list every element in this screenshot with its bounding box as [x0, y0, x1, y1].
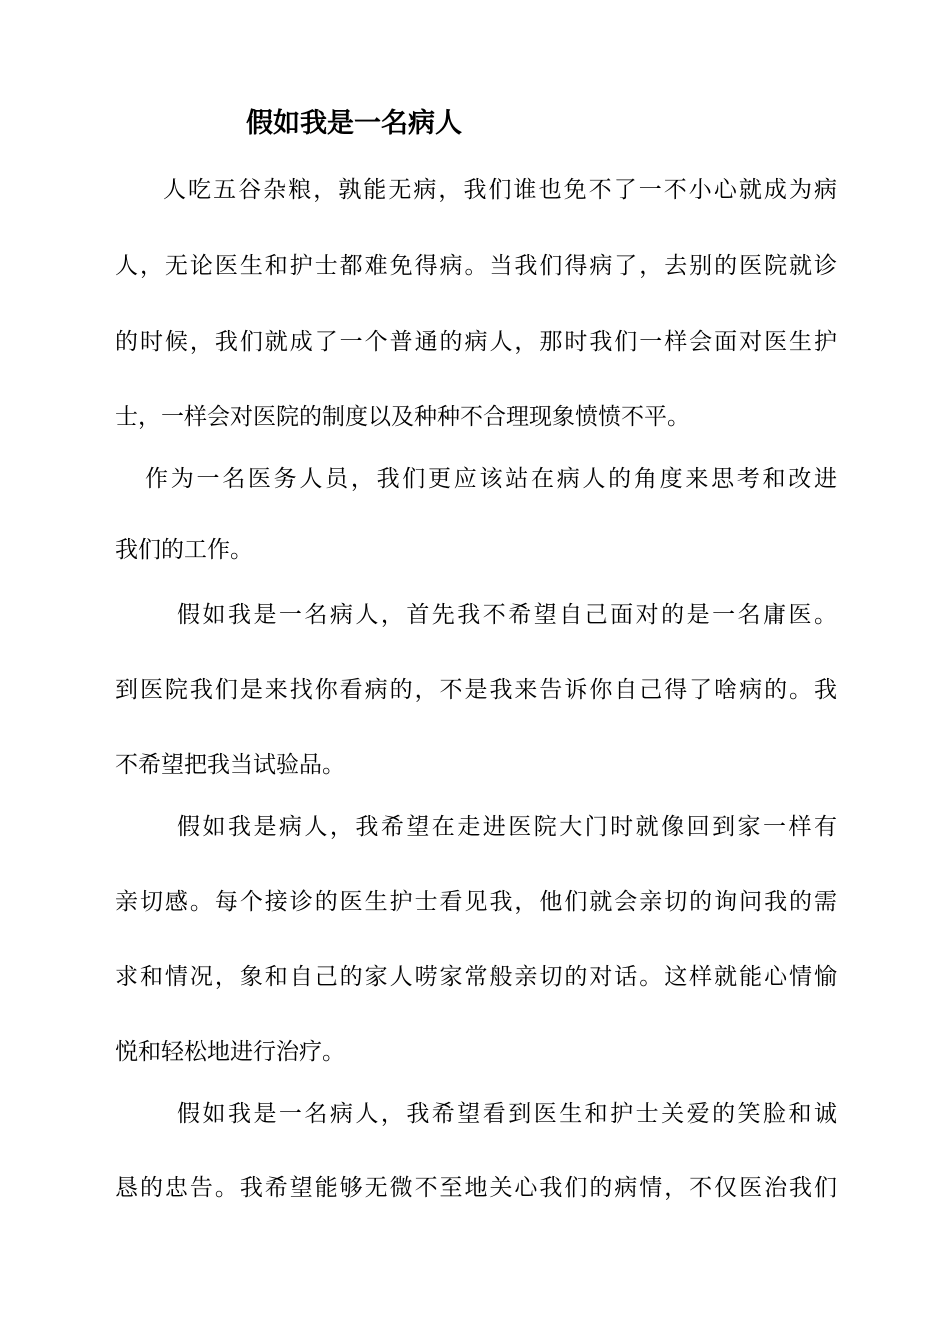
paragraph-2-line-1: 作为一名医务人员，我们更应该站在病人的角度来思考和改进	[145, 466, 837, 492]
paragraph-3-line-1: 假如我是一名病人，首先我不希望自己面对的是一名庸医。	[177, 602, 837, 628]
document-title: 假如我是一名病人	[246, 108, 462, 139]
paragraph-4-line-4: 悦和轻松地进行治疗。	[115, 1039, 345, 1065]
paragraph-2-line-2: 我们的工作。	[115, 537, 253, 563]
paragraph-5-line-1: 假如我是一名病人，我希望看到医生和护士关爱的笑脸和诚	[177, 1101, 837, 1127]
paragraph-1-line-3: 的时候，我们就成了一个普通的病人，那时我们一样会面对医生护	[115, 329, 837, 355]
paragraph-4-line-2: 亲切感。每个接诊的医生护士看见我，他们就会亲切的询问我的需	[115, 889, 837, 915]
paragraph-4-line-3: 求和情况，象和自己的家人唠家常般亲切的对话。这样就能心情愉	[115, 964, 837, 990]
paragraph-5-line-2: 恳的忠告。我希望能够无微不至地关心我们的病情，不仅医治我们	[115, 1175, 837, 1201]
paragraph-1-line-4: 士，一样会对医院的制度以及种种不合理现象愤愤不平。	[115, 404, 690, 430]
paragraph-1-line-1: 人吃五谷杂粮，孰能无病，我们谁也免不了一不小心就成为病	[163, 177, 837, 203]
paragraph-4-line-1: 假如我是病人，我希望在走进医院大门时就像回到家一样有	[177, 814, 837, 840]
paragraph-1-line-2: 人，无论医生和护士都难免得病。当我们得病了，去别的医院就诊	[115, 253, 837, 279]
paragraph-3-line-3: 不希望把我当试验品。	[115, 752, 345, 778]
paragraph-3-line-2: 到医院我们是来找你看病的，不是我来告诉你自己得了啥病的。我	[115, 677, 837, 703]
